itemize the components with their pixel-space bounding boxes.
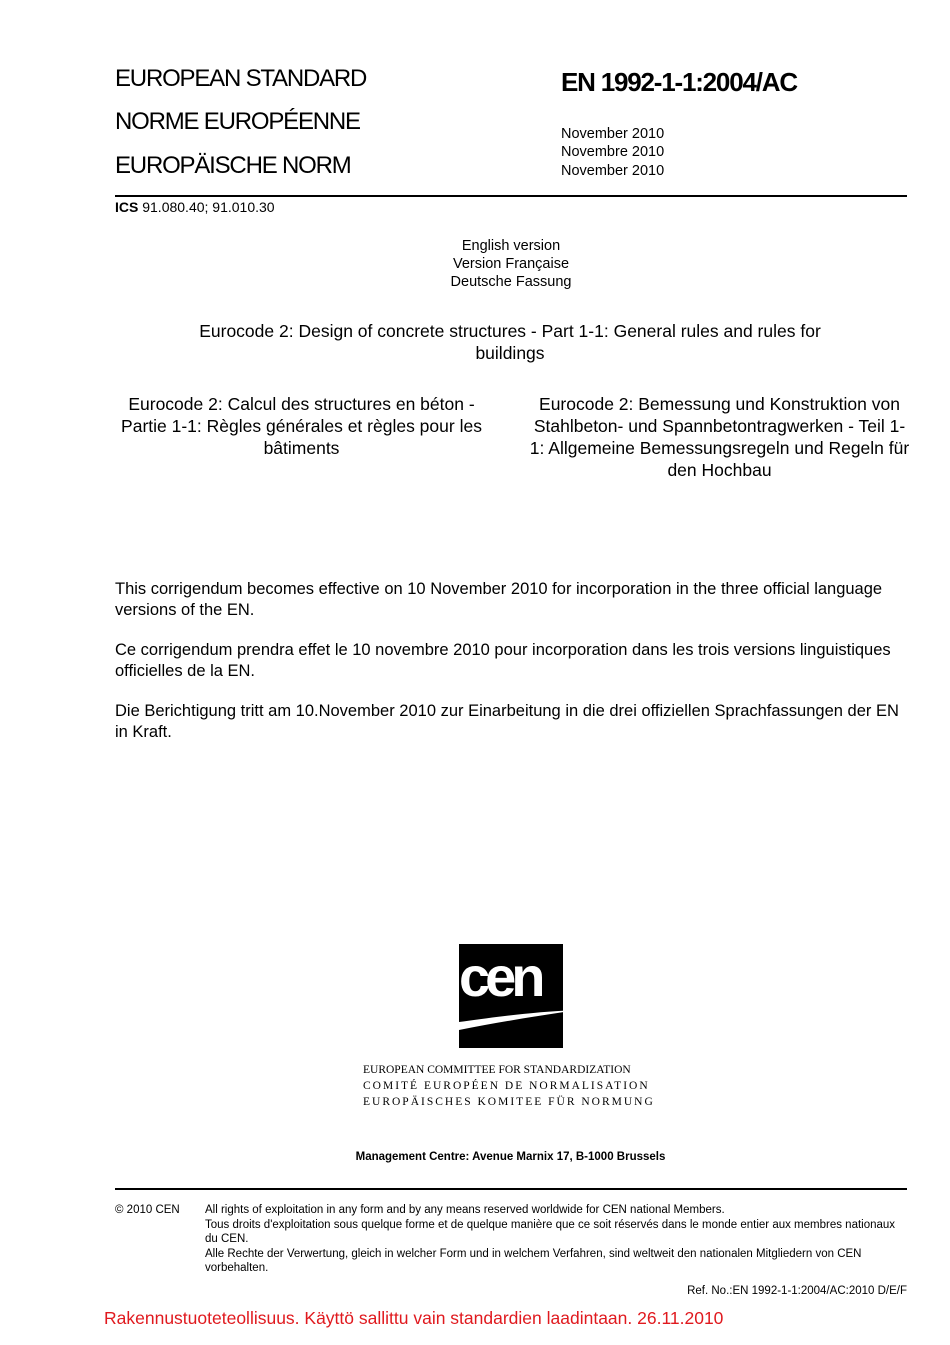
rights-french: Tous droits d'exploitation sous quelque forme et de quelque manière que ce soit réservés dans le monde entier aux membres nationaux du CEN. bbox=[205, 1218, 896, 1245]
document-title-german: Eurocode 2: Bemessung und Konstruktion von Stahlbeton- und Spannbetontragwerken - Teil 1-1: Allgemeine Bemessungsregeln und Regeln für den Hochbau bbox=[529, 394, 910, 480]
license-watermark: Rakennustuoteteollisuus. Käyttö sallittu vain standardien laadintaan. 26.11.2010 bbox=[104, 1308, 724, 1328]
committee-german: EUROPÄISCHES KOMITEE FÜR NORMUNG bbox=[363, 1096, 655, 1108]
rights-german: Alle Rechte der Verwertung, gleich in welcher Form und in welchem Verfahren, sind weltweit den nationalen Mitgliedern von CEN vorbehalten. bbox=[205, 1247, 862, 1274]
date-german: November 2010 bbox=[561, 162, 665, 179]
title-european-standard: EUROPEAN STANDARD bbox=[115, 65, 367, 92]
cen-logo-icon bbox=[459, 944, 577, 1048]
reference-number: Ref. No.:EN 1992-1-1:2004/AC:2010 D/E/F bbox=[687, 1285, 907, 1297]
corrigendum-french: Ce corrigendum prendra effet le 10 novembre 2010 pour incorporation dans les trois versions linguistiques officielles de la EN. bbox=[115, 641, 891, 680]
document-title-english: Eurocode 2: Design of concrete structures - Part 1-1: General rules and rules for buildings bbox=[199, 321, 821, 363]
ics-line bbox=[115, 199, 275, 215]
date-english: November 2010 bbox=[561, 126, 665, 142]
version-german: Deutsche Fassung bbox=[450, 274, 572, 290]
committee-french: COMITÉ EUROPÉEN DE NORMALISATION bbox=[363, 1080, 650, 1092]
corrigendum-english: This corrigendum becomes effective on 10 November 2010 for incorporation in the three official language versions of the EN. bbox=[115, 580, 883, 619]
committee-english: EUROPEAN COMMITTEE FOR STANDARDIZATION bbox=[363, 1064, 631, 1076]
version-french: Version Française bbox=[452, 256, 570, 272]
document-title-french: Eurocode 2: Calcul des structures en béton - Partie 1-1: Règles générales et règles pour les bâtiments bbox=[121, 394, 482, 458]
svg-text:cen: cen bbox=[459, 945, 541, 1008]
rights-statement bbox=[205, 1203, 910, 1276]
title-europaische-norm: EUROPÄISCHE NORM bbox=[115, 152, 351, 179]
management-centre: Management Centre: Avenue Marnix 17, B-1000 Brussels bbox=[355, 1151, 666, 1163]
footer-divider bbox=[115, 1188, 907, 1190]
rights-english: All rights of exploitation in any form and by any means reserved worldwide for CEN national Members. bbox=[205, 1204, 725, 1216]
ics-value: 91.080.40; 91.010.30 bbox=[142, 199, 275, 215]
committee-names bbox=[363, 1062, 655, 1110]
copyright-notice: © 2010 CEN bbox=[115, 1204, 180, 1216]
ics-label: ICS bbox=[115, 199, 139, 215]
publication-dates bbox=[561, 125, 664, 180]
date-french: Novembre 2010 bbox=[561, 144, 665, 161]
standard-number: EN 1992-1-1:2004/AC bbox=[561, 67, 797, 97]
language-versions bbox=[361, 237, 661, 291]
header-divider bbox=[115, 195, 907, 197]
corrigendum-german: Die Berichtigung tritt am 10.November 2010 zur Einarbeitung in die drei offiziellen Sprachfassungen der EN in Kraft. bbox=[115, 702, 899, 741]
title-norme-europeenne: NORME EUROPÉENNE bbox=[115, 108, 360, 135]
version-english: English version bbox=[461, 238, 561, 254]
